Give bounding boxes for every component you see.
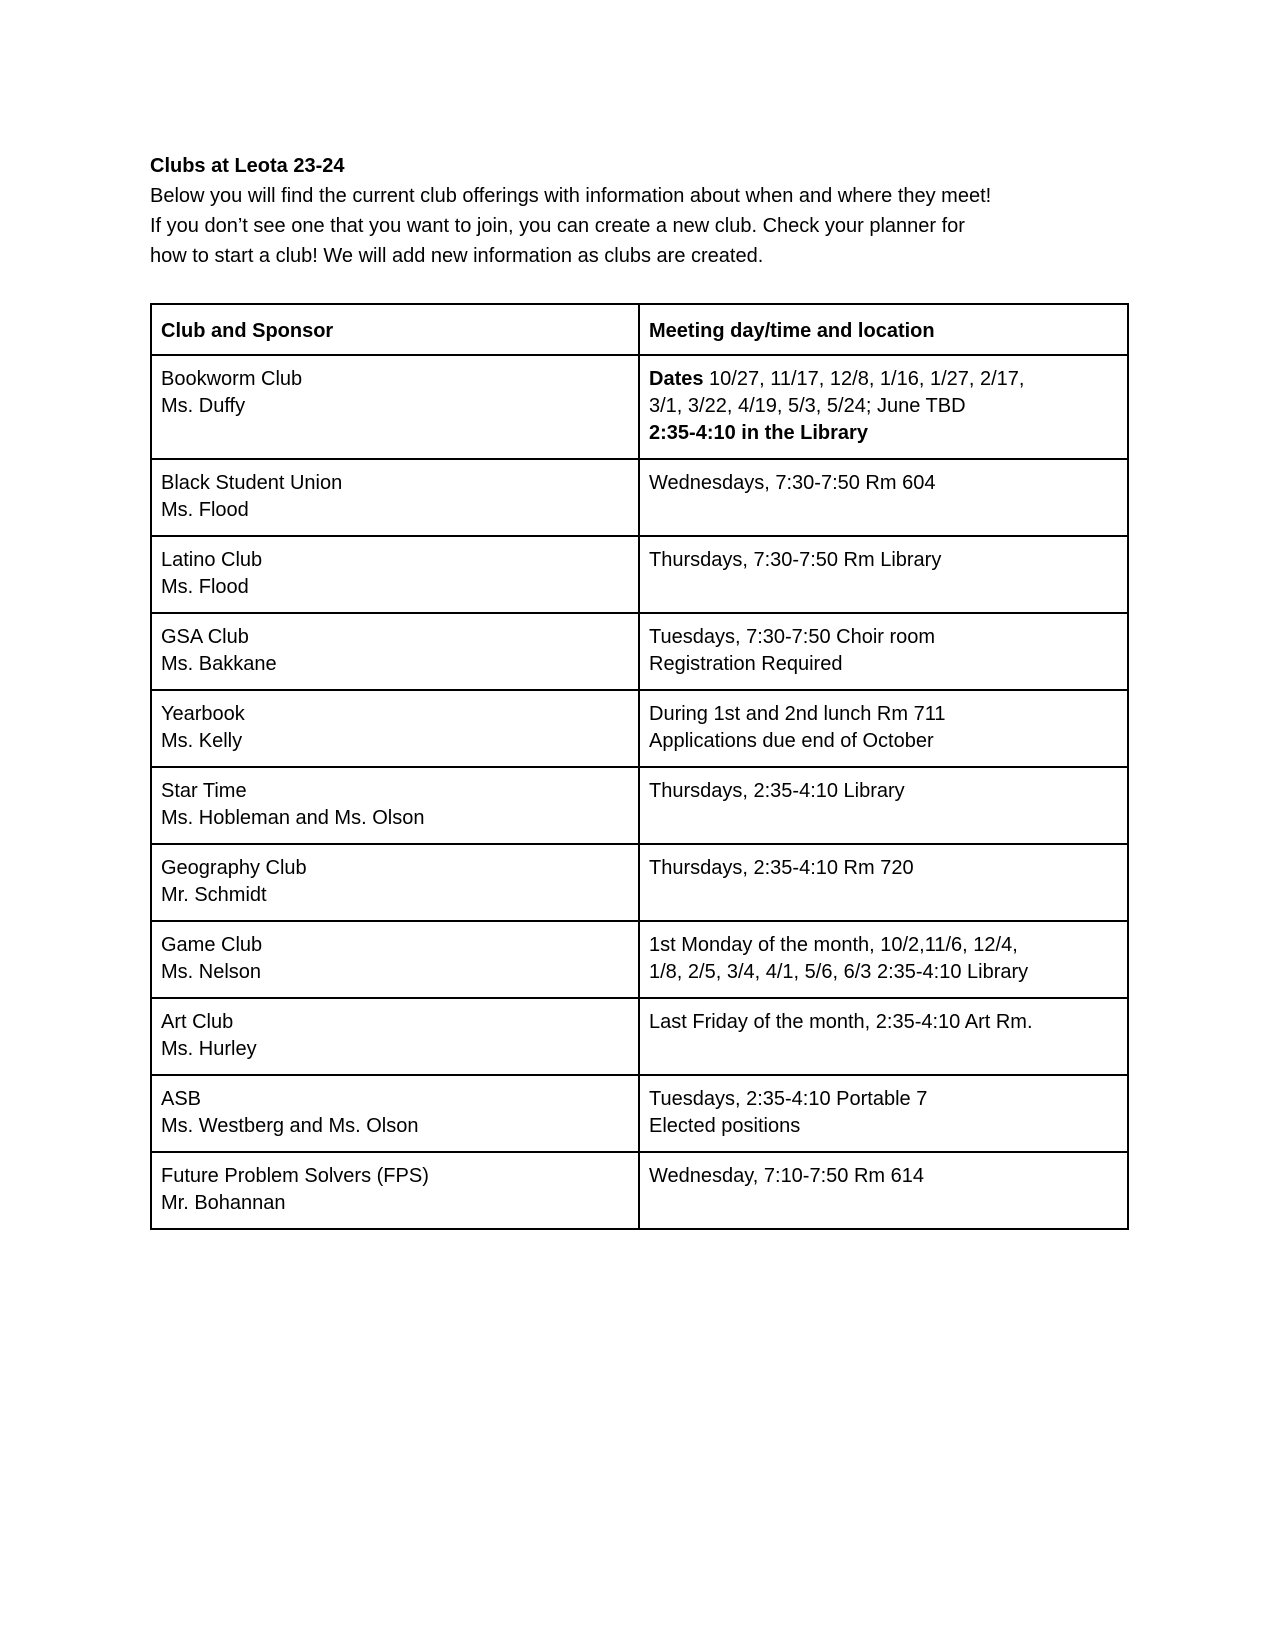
table-row bbox=[151, 1152, 1128, 1229]
header-meeting: Meeting day/time and location bbox=[639, 304, 1128, 355]
meeting-line: Applications due end of October bbox=[649, 730, 934, 752]
meeting-line: During 1st and 2nd lunch Rm 711 bbox=[649, 703, 946, 725]
clubs-table bbox=[150, 303, 1129, 1230]
meeting-cell bbox=[639, 536, 1128, 613]
club-sponsor: Ms. Bakkane bbox=[161, 653, 277, 675]
meeting-line bbox=[649, 366, 1118, 393]
table-row bbox=[151, 767, 1128, 844]
intro-line: If you don’t see one that you want to join, you can create a new club. Check your planner for bbox=[150, 215, 965, 237]
club-cell bbox=[151, 921, 639, 998]
club-cell bbox=[151, 998, 639, 1075]
club-cell bbox=[151, 690, 639, 767]
table-row bbox=[151, 459, 1128, 536]
meeting-line: Wednesdays, 7:30-7:50 Rm 604 bbox=[649, 472, 936, 494]
meeting-time-location: 2:35-4:10 in the Library bbox=[649, 422, 868, 444]
club-sponsor: Ms. Duffy bbox=[161, 395, 246, 417]
meeting-text: 10/27, 11/17, 12/8, 1/16, 1/27, 2/17, bbox=[709, 368, 1025, 390]
club-sponsor: Ms. Hurley bbox=[161, 1038, 257, 1060]
table-row bbox=[151, 921, 1128, 998]
meeting-line: Registration Required bbox=[649, 653, 843, 675]
meeting-line: Thursdays, 2:35-4:10 Rm 720 bbox=[649, 857, 914, 879]
club-cell bbox=[151, 613, 639, 690]
meeting-cell bbox=[639, 767, 1128, 844]
meeting-line: 1/8, 2/5, 3/4, 4/1, 5/6, 6/3 2:35-4:10 Library bbox=[649, 961, 1029, 983]
club-cell bbox=[151, 1152, 639, 1229]
table-row bbox=[151, 1075, 1128, 1152]
club-sponsor: Ms. Kelly bbox=[161, 730, 243, 752]
meeting-cell bbox=[639, 355, 1128, 459]
club-name: Yearbook bbox=[161, 703, 245, 725]
meeting-line: Tuesdays, 7:30-7:50 Choir room bbox=[649, 626, 936, 648]
meeting-cell bbox=[639, 613, 1128, 690]
club-cell bbox=[151, 459, 639, 536]
meeting-line: 3/1, 3/22, 4/19, 5/3, 5/24; June TBD bbox=[649, 395, 966, 417]
table-row bbox=[151, 844, 1128, 921]
club-cell bbox=[151, 767, 639, 844]
club-sponsor: Mr. Schmidt bbox=[161, 884, 267, 906]
table-row bbox=[151, 355, 1128, 459]
meeting-line: 1st Monday of the month, 10/2,11/6, 12/4, bbox=[649, 934, 1018, 956]
intro-paragraph bbox=[150, 181, 1130, 271]
meeting-cell bbox=[639, 1075, 1128, 1152]
club-sponsor: Ms. Hobleman and Ms. Olson bbox=[161, 807, 425, 829]
club-cell bbox=[151, 355, 639, 459]
club-name: Geography Club bbox=[161, 857, 307, 879]
meeting-line: Wednesday, 7:10-7:50 Rm 614 bbox=[649, 1165, 924, 1187]
meeting-cell bbox=[639, 459, 1128, 536]
table-row bbox=[151, 690, 1128, 767]
club-name: GSA Club bbox=[161, 626, 249, 648]
meeting-cell bbox=[639, 1152, 1128, 1229]
intro-line: how to start a club! We will add new information as clubs are created. bbox=[150, 245, 764, 267]
meeting-cell bbox=[639, 998, 1128, 1075]
meeting-line: Thursdays, 2:35-4:10 Library bbox=[649, 780, 905, 802]
meeting-label: Dates bbox=[649, 368, 704, 390]
club-name: Game Club bbox=[161, 934, 263, 956]
meeting-line: Tuesdays, 2:35-4:10 Portable 7 bbox=[649, 1088, 928, 1110]
club-sponsor: Mr. Bohannan bbox=[161, 1192, 286, 1214]
table-row bbox=[151, 998, 1128, 1075]
table-body bbox=[151, 355, 1128, 1229]
header-club-sponsor: Club and Sponsor bbox=[151, 304, 639, 355]
club-sponsor: Ms. Westberg and Ms. Olson bbox=[161, 1115, 419, 1137]
table-row bbox=[151, 536, 1128, 613]
meeting-line: Last Friday of the month, 2:35-4:10 Art Rm. bbox=[649, 1011, 1033, 1033]
document-page bbox=[150, 151, 1130, 1230]
intro-line: Below you will find the current club offerings with information about when and where they meet! bbox=[150, 185, 992, 207]
meeting-line: Elected positions bbox=[649, 1115, 801, 1137]
club-sponsor: Ms. Nelson bbox=[161, 961, 262, 983]
document-title: Clubs at Leota 23-24 bbox=[150, 155, 345, 177]
meeting-line: Thursdays, 7:30-7:50 Rm Library bbox=[649, 549, 942, 571]
club-cell bbox=[151, 844, 639, 921]
table-header-row bbox=[151, 304, 1128, 355]
club-name: Future Problem Solvers (FPS) bbox=[161, 1165, 429, 1187]
club-name: Bookworm Club bbox=[161, 368, 303, 390]
club-name: Art Club bbox=[161, 1011, 234, 1033]
club-cell bbox=[151, 1075, 639, 1152]
club-cell bbox=[151, 536, 639, 613]
table-row bbox=[151, 613, 1128, 690]
meeting-cell bbox=[639, 690, 1128, 767]
club-sponsor: Ms. Flood bbox=[161, 499, 249, 521]
club-name: Black Student Union bbox=[161, 472, 343, 494]
meeting-cell bbox=[639, 844, 1128, 921]
club-name: ASB bbox=[161, 1088, 202, 1110]
meeting-cell bbox=[639, 921, 1128, 998]
club-sponsor: Ms. Flood bbox=[161, 576, 249, 598]
club-name: Latino Club bbox=[161, 549, 263, 571]
club-name: Star Time bbox=[161, 780, 247, 802]
